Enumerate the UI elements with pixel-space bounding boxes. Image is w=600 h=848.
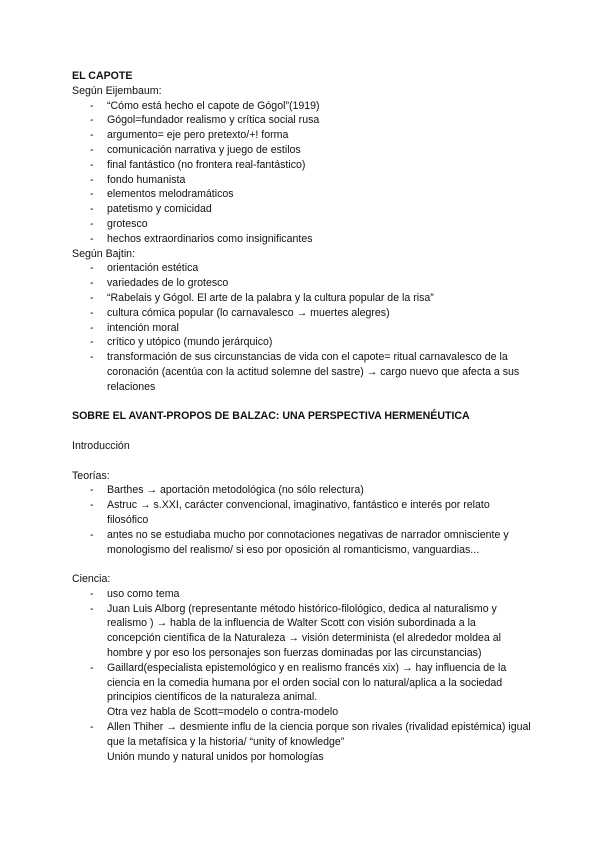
list-item: - cultura cómica popular (lo carnavalesco → muertes alegres) (72, 306, 532, 321)
list-bajtin (72, 261, 532, 394)
list-item-text: Gaillard(especialista epistemológico y en realismo francés xix) → hay influencia de la ciencia en la comedia humana por el orden social con lo natural/aplica a la sociedad principios científicos de la naturaleza animal. (107, 661, 507, 704)
list-item: - elementos melodramáticos (72, 187, 532, 202)
list-item: - variedades de lo grotesco (72, 276, 532, 291)
list-eijembaum (72, 99, 532, 247)
list-item: - orientación estética (72, 261, 532, 276)
list-item: - Gógol=fundador realismo y crítica social rusa (72, 113, 532, 128)
list-item: - fondo humanista (72, 173, 532, 188)
heading-introduccion: Introducción (72, 439, 130, 452)
list-item: - “Rabelais y Gógol. El arte de la palabra y la cultura popular de la risa” (72, 291, 532, 306)
list-item: - Barthes → aportación metodológica (no sólo relectura) (72, 483, 532, 498)
list-item: - grotesco (72, 217, 532, 232)
spacer (72, 424, 532, 439)
heading-eijembaum: Según Eijembaum: (72, 84, 162, 97)
list-item: - hechos extraordinarios como insignificantes (72, 232, 532, 247)
list-item: - Juan Luis Alborg (representante método histórico-filológico, dedica al naturalismo y realismo ) → habla de la influencia de Walter Scott con visión subordinada a la concepción científica de la Naturaleza → visión determinista (el alrededor moldea al hombre y por eso los personajes son fuerzas dominadas por las circunstancias) (72, 602, 532, 661)
list-item: - antes no se estudiaba mucho por connotaciones negativas de narrador omnisciente y monologismo del realismo/ si eso por oposición al romanticismo, vanguardias... (72, 528, 532, 558)
list-item (72, 661, 532, 720)
list-item-continuation: Unión mundo y natural unidos por homologías (107, 750, 324, 763)
list-item: - final fantástico (no frontera real-fantástico) (72, 158, 532, 173)
list-item-text: Allen Thiher → desmiente influ de la ciencia porque son rivales (rivalidad epistémica) igual que la metafísica y la historia/ “unity of knowledge” (107, 721, 531, 748)
list-item: - argumento= eje pero pretexto/+! forma (72, 128, 532, 143)
section-title-balzac: SOBRE EL AVANT-PROPOS DE BALZAC: UNA PERSPECTIVA HERMENÉUTICA (72, 410, 470, 423)
list-item: - comunicación narrativa y juego de estilos (72, 143, 532, 158)
list-ciencia (72, 587, 532, 765)
document-page (72, 69, 532, 764)
heading-ciencia: Ciencia: (72, 573, 111, 586)
list-item: - crítico y utópico (mundo jerárquico) (72, 335, 532, 350)
list-item: - intención moral (72, 321, 532, 336)
heading-teorias: Teorías: (72, 469, 110, 482)
list-item: - Astruc → s.XXI, carácter convencional, imaginativo, fantástico e interés por relato filosófico (72, 498, 532, 528)
list-item: - “Cómo está hecho el capote de Gógol”(1919) (72, 99, 532, 114)
list-teorias (72, 483, 532, 557)
spacer (72, 395, 532, 410)
list-item (72, 720, 532, 764)
heading-bajtin: Según Bajtin: (72, 247, 136, 260)
spacer (72, 454, 532, 469)
list-item: - uso como tema (72, 587, 532, 602)
list-item: - patetismo y comicidad (72, 202, 532, 217)
section-title-el-capote: EL CAPOTE (72, 70, 133, 82)
list-item: - transformación de sus circunstancias de vida con el capote= ritual carnavalesco de la coronación (acentúa con la actitud solemne del sastre) → cargo nuevo que afecta a sus relaciones (72, 350, 532, 394)
list-item-continuation: Otra vez habla de Scott=modelo o contra-modelo (107, 706, 339, 719)
spacer (72, 557, 532, 572)
